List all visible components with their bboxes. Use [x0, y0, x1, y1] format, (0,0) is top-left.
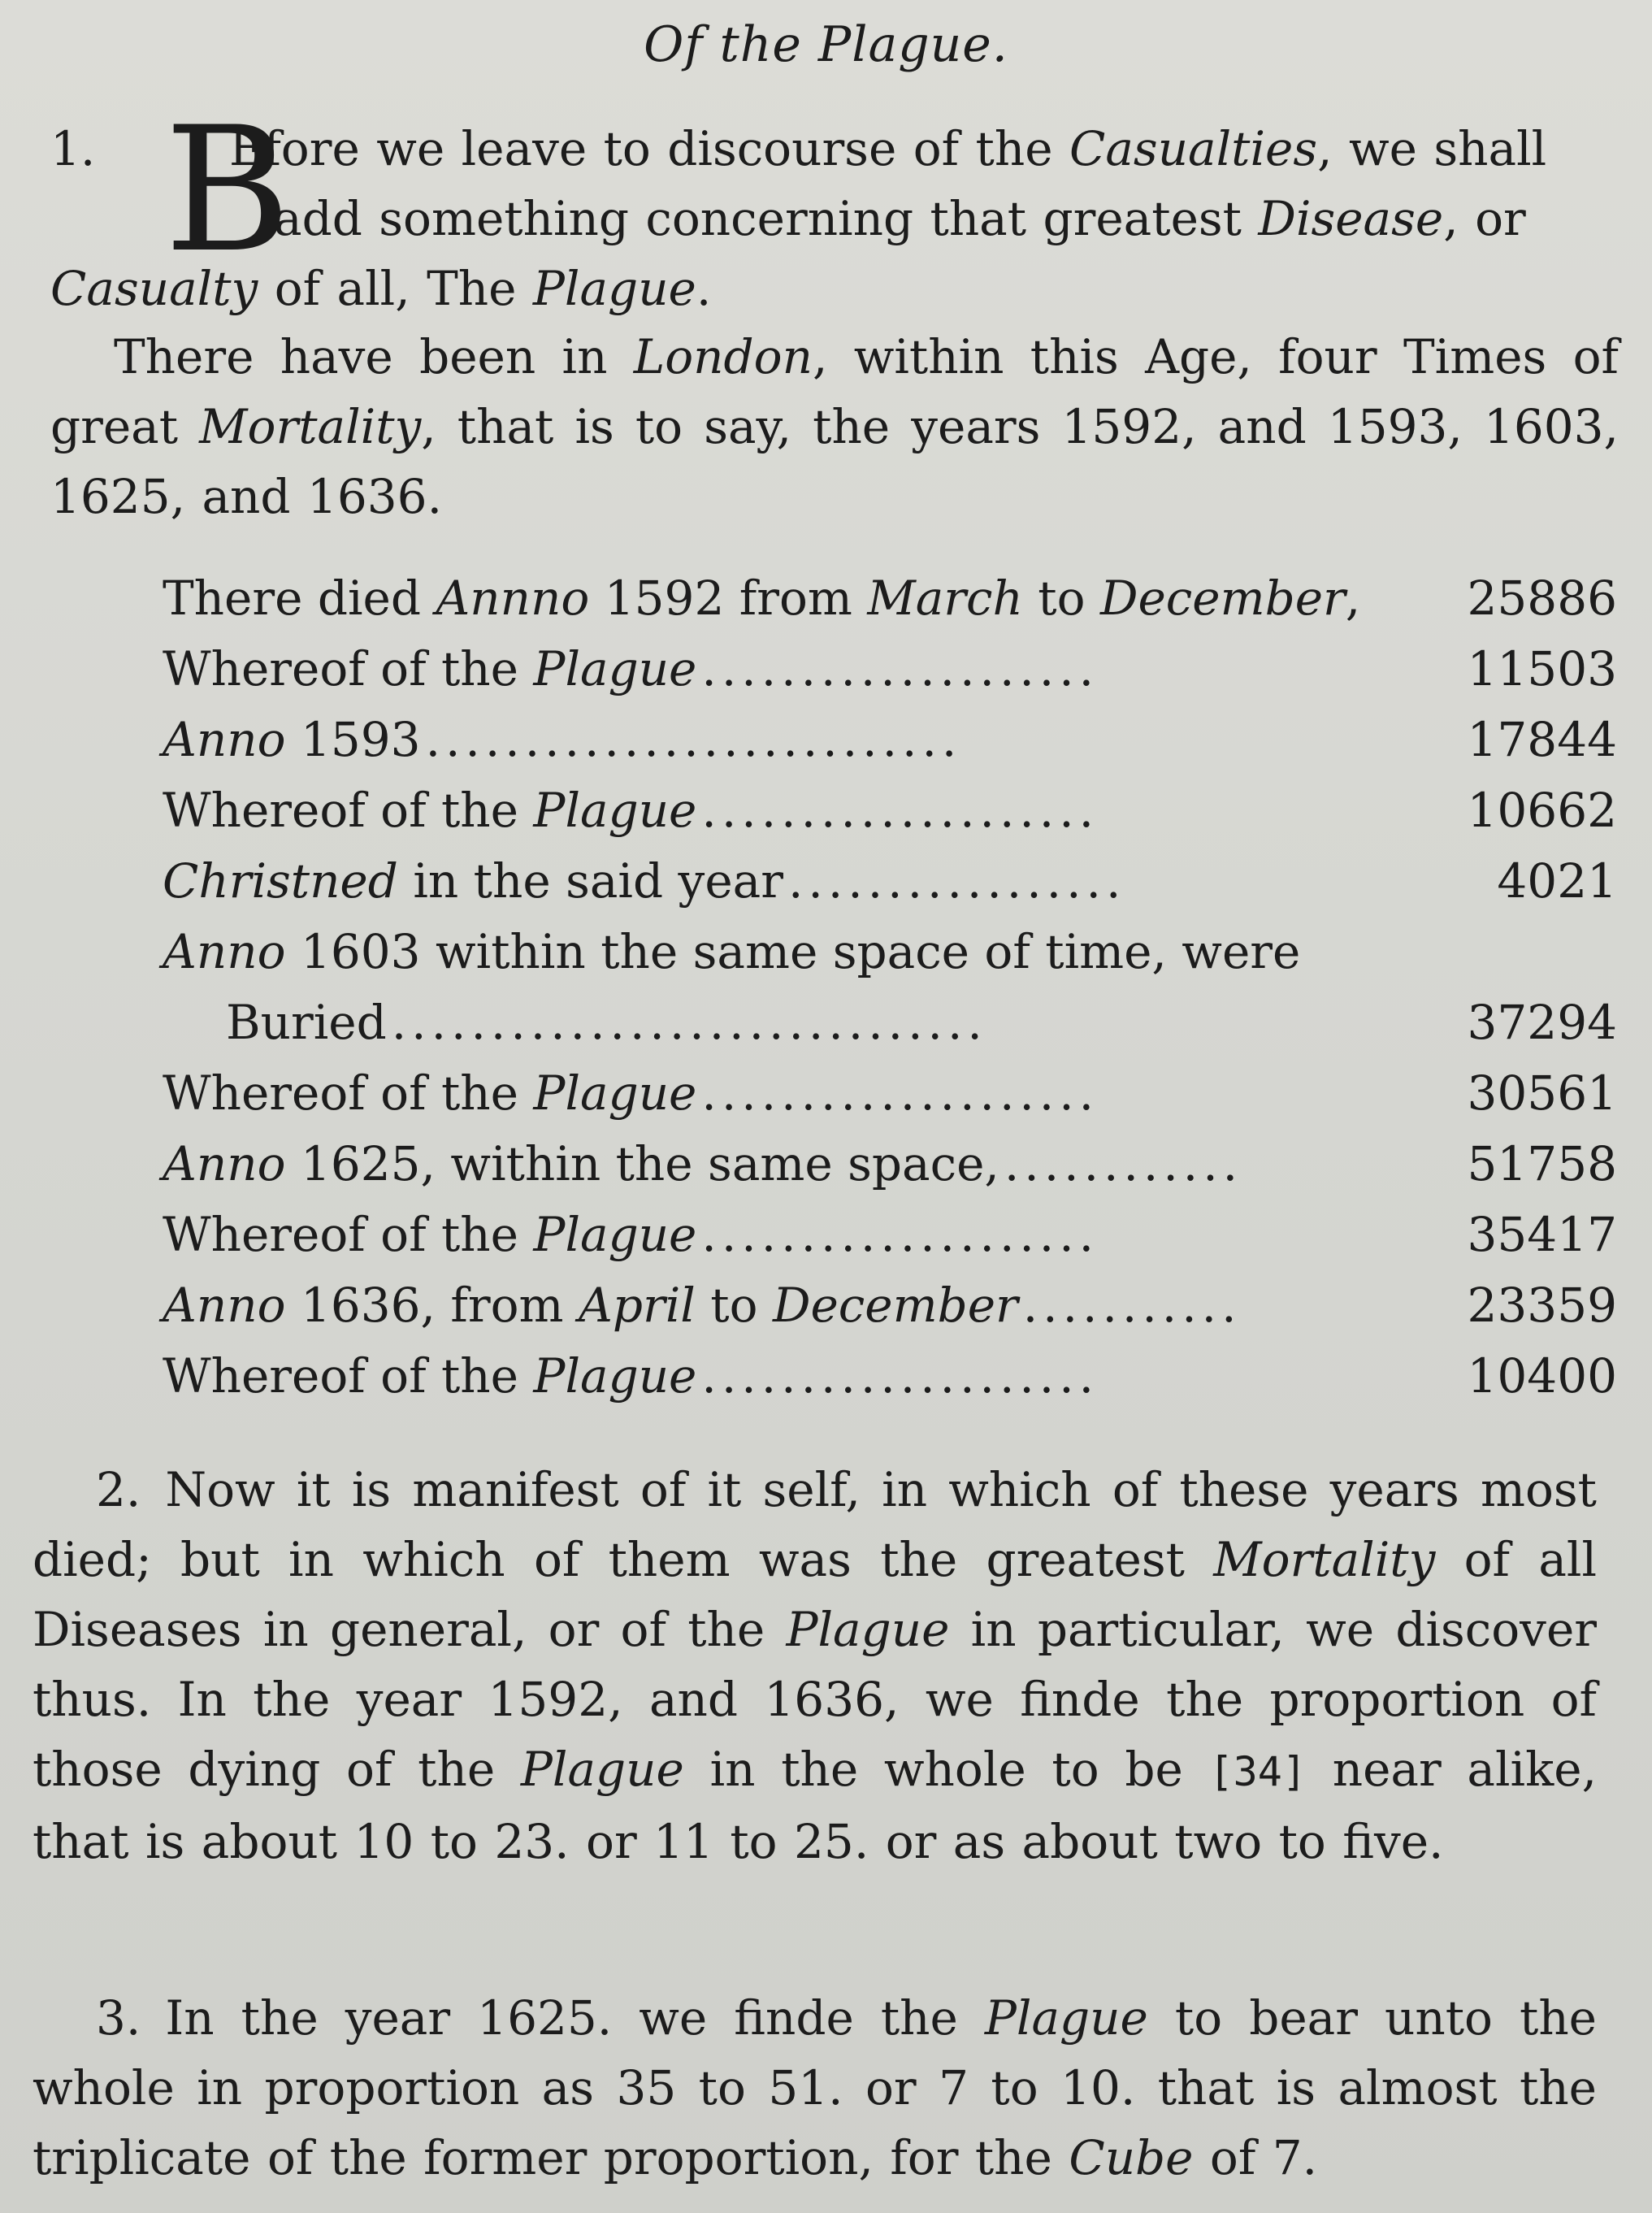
italic-term: Casualties: [1069, 121, 1318, 176]
ledger-row: [163, 1207, 1617, 1278]
text-run: Now it is manifest of it self, in which of these years most died; but in which of them was the greatest: [33, 1462, 1597, 1587]
running-head: Of the Plague.: [644, 16, 1008, 73]
paragraph-1: [50, 89, 1619, 323]
ledger-value: 4021: [1497, 853, 1617, 909]
text-run: Buried: [226, 995, 387, 1050]
italic-term: December: [772, 1278, 1018, 1333]
ledger-label: [163, 1348, 696, 1404]
paragraph-number: 3.: [96, 1990, 141, 2046]
leader-dots: ............: [1004, 1136, 1243, 1191]
text-run: of 7.: [1193, 2130, 1318, 2185]
italic-term: Anno: [163, 1136, 286, 1191]
mortality-ledger: [163, 571, 1617, 1419]
italic-term: Plague: [984, 1990, 1148, 2046]
italic-term: Disease: [1258, 191, 1444, 246]
italic-term: Annno: [436, 571, 590, 626]
text-run: .: [696, 261, 712, 316]
leader-dots: ....................: [701, 1207, 1099, 1262]
text-run: , that is to say, the years 1592, and 1593, 1603, 1625, and 1636.: [50, 399, 1619, 524]
italic-term: Mortality: [199, 399, 422, 454]
text-run: in particular, we discover thus. In the year 1592, and 1636, we finde the proportion of those dying of the: [33, 1602, 1597, 1797]
ledger-label: [163, 1207, 696, 1262]
italic-term: Plague: [533, 1348, 697, 1404]
ledger-row: [163, 1278, 1617, 1348]
ledger-value: 10400: [1467, 1348, 1617, 1404]
leader-dots: ...........: [1022, 1278, 1242, 1333]
text-run: Whereof of the: [163, 1348, 534, 1404]
ledger-row: [163, 1065, 1617, 1136]
text-run: to: [1022, 571, 1100, 626]
italic-term: Plague: [786, 1602, 950, 1657]
text-run: near alike, that is about 10 to 23. or 11 to 25. or as about two to five.: [33, 1742, 1598, 1869]
ledger-row: [163, 712, 1617, 783]
ledger-value: 23359: [1467, 1278, 1617, 1333]
italic-term: Anno: [163, 1278, 286, 1333]
italic-term: Cube: [1069, 2130, 1194, 2185]
ledger-value: 37294: [1467, 995, 1617, 1050]
ledger-row: [163, 571, 1617, 641]
paragraph-1-continued: [50, 322, 1619, 532]
italic-term: Plague: [533, 1207, 697, 1262]
text-run: to: [695, 1278, 773, 1333]
ledger-label: [163, 571, 1360, 626]
text-run: In the year 1625. we finde the: [165, 1990, 985, 2046]
text-run: 1592 from: [589, 571, 868, 626]
italic-term: Mortality: [1213, 1532, 1436, 1587]
text-run: , we shall: [1317, 121, 1547, 176]
italic-term: Plague: [533, 783, 697, 838]
ledger-label: [163, 1136, 999, 1191]
italic-term: April: [578, 1278, 696, 1333]
leader-dots: ....................: [701, 783, 1099, 838]
ledger-value: 10662: [1467, 783, 1617, 838]
italic-term: Anno: [163, 712, 286, 767]
ledger-row: [163, 1136, 1617, 1207]
italic-term: Plague: [520, 1742, 684, 1797]
text-run: in the whole to be: [683, 1742, 1209, 1797]
text-run: add something concerning that greatest: [274, 191, 1259, 246]
paragraph-number: 2.: [96, 1462, 141, 1517]
paragraph-2: [33, 1455, 1597, 1877]
ledger-row: [163, 995, 1617, 1065]
ledger-label: [163, 783, 696, 838]
text-run: , within this Age, four Times of great: [50, 329, 1619, 454]
ledger-value: 11503: [1467, 641, 1617, 696]
drop-cap: B: [164, 89, 291, 290]
ledger-value: 35417: [1467, 1207, 1617, 1262]
italic-term: Christned: [163, 853, 398, 909]
leader-dots: ...........................: [425, 712, 962, 767]
text-run: ,: [1345, 571, 1361, 626]
ledger-row: [163, 853, 1617, 924]
ledger-label: [163, 712, 421, 767]
marginal-page-marker: [34]: [1208, 1748, 1307, 1795]
text-run: in the said year: [397, 853, 783, 909]
text-run: to bear unto the whole in proportion as 35 to 51. or 7 to 10. that is almost the triplicate of the former proportion, for the: [33, 1990, 1597, 2185]
leader-dots: ..............................: [391, 995, 987, 1050]
leader-dots: ....................: [701, 1348, 1099, 1404]
text-run: , or: [1443, 191, 1526, 246]
ledger-label: [163, 853, 783, 909]
paragraph-number: 1.: [50, 121, 96, 176]
ledger-row: [163, 1348, 1617, 1419]
ledger-row: [163, 783, 1617, 853]
ledger-label: [163, 1065, 696, 1121]
text-run: 1625, within the same space,: [285, 1136, 999, 1191]
text-run: 1603 within the same space of time, were: [285, 924, 1301, 979]
text-run: There died: [163, 571, 436, 626]
text-run: 1636, from: [285, 1278, 579, 1333]
ledger-label: [163, 995, 387, 1050]
text-run: of all, The: [258, 261, 533, 316]
ledger-value: 17844: [1467, 712, 1617, 767]
ledger-label: [163, 924, 1300, 979]
italic-term: March: [867, 571, 1023, 626]
italic-term: Anno: [163, 924, 286, 979]
leader-dots: ....................: [701, 1065, 1099, 1121]
ledger-row: [163, 641, 1617, 712]
italic-term: London: [633, 329, 813, 384]
leader-dots: .................: [787, 853, 1126, 909]
ledger-label: [163, 1278, 1018, 1333]
ledger-value: 51758: [1467, 1136, 1617, 1191]
italic-term: Casualty: [50, 261, 258, 316]
italic-term: Plague: [533, 641, 697, 696]
italic-term: December: [1099, 571, 1346, 626]
text-run: 1593: [285, 712, 421, 767]
text-run: Whereof of the: [163, 1065, 534, 1121]
text-run: Efore we leave to discourse of the: [229, 121, 1069, 176]
ledger-value: 25886: [1467, 571, 1617, 626]
text-run: of all Diseases in general, or of the: [33, 1532, 1598, 1657]
ledger-value: 30561: [1467, 1065, 1617, 1121]
text-run: Whereof of the: [163, 641, 534, 696]
italic-term: Plague: [532, 261, 696, 316]
text-run: There have been in: [114, 329, 634, 384]
text-run: Whereof of the: [163, 783, 534, 838]
leader-dots: ....................: [701, 641, 1099, 696]
text-run: Whereof of the: [163, 1207, 534, 1262]
paragraph-3: [33, 1983, 1597, 2193]
ledger-row: [163, 924, 1617, 995]
italic-term: Plague: [533, 1065, 697, 1121]
ledger-label: [163, 641, 696, 696]
